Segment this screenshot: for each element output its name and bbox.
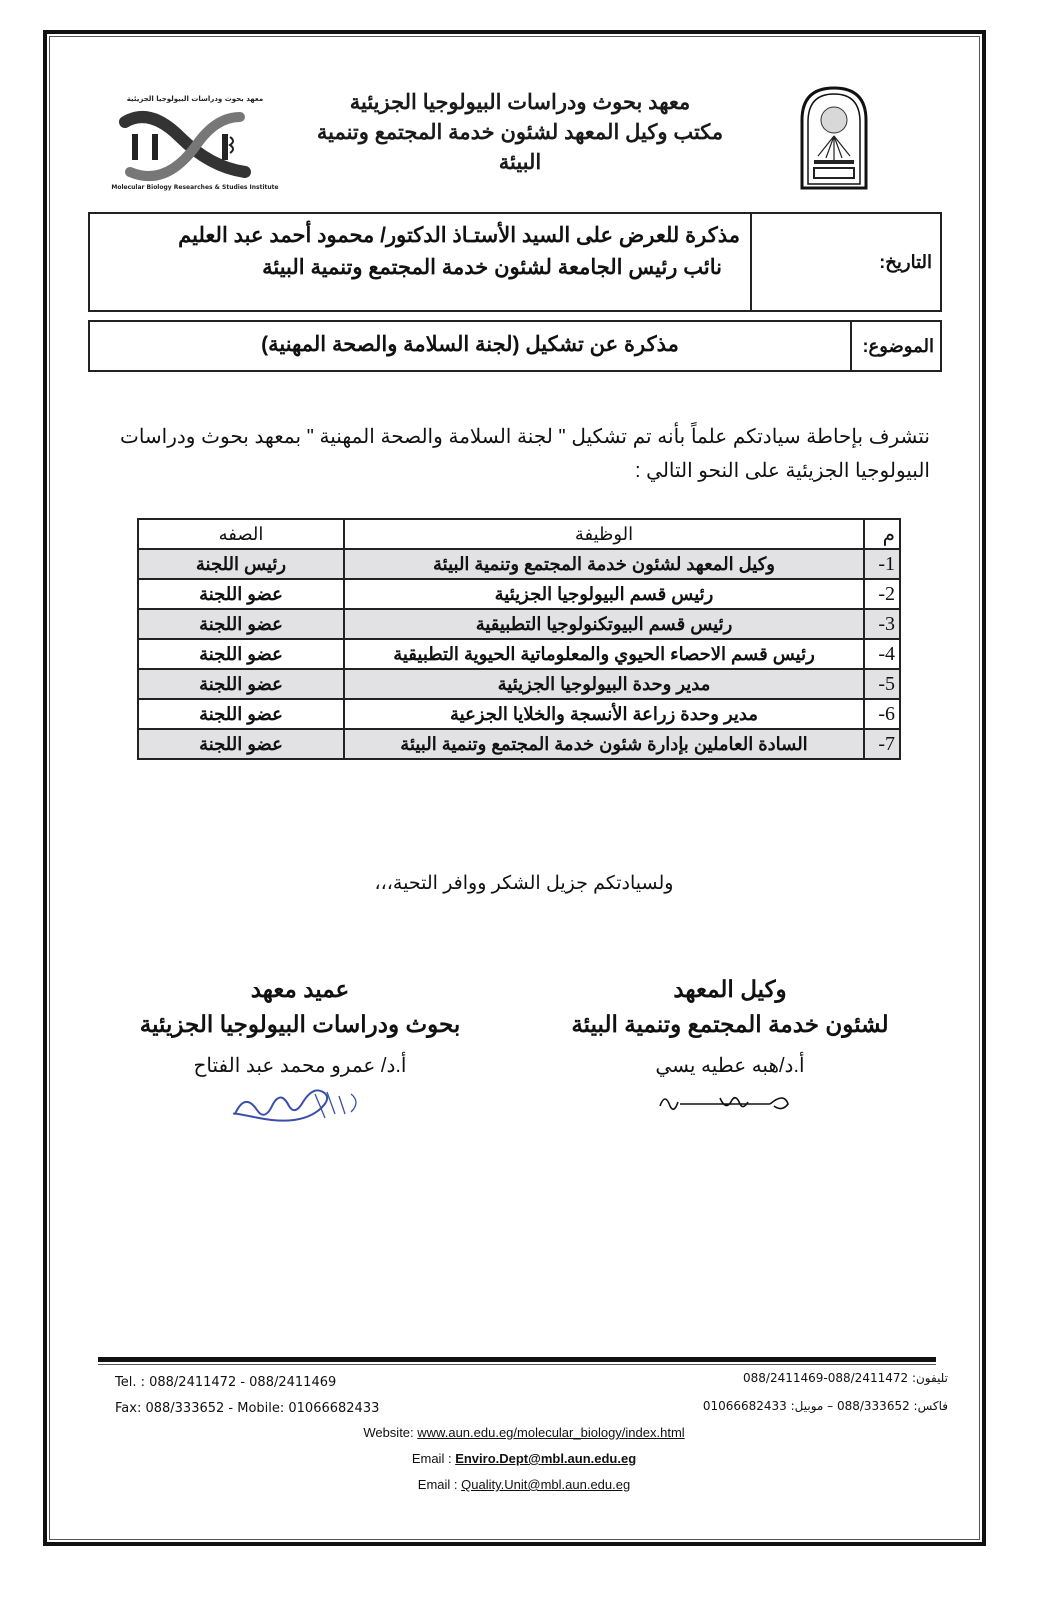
letterhead: [0, 0, 1048, 200]
addressee-text: [90, 214, 750, 310]
institute-logo-icon: [110, 92, 280, 192]
addressee-line-1: مذكرة للعرض على السيد الأستـاذ الدكتور/ محمود أحمد عبد العليم: [178, 224, 740, 247]
date-label: التاريخ:: [750, 214, 940, 310]
row-num: 4-: [864, 639, 900, 669]
footer-email-line-1: [0, 1446, 1048, 1472]
table-row: [138, 549, 900, 579]
vice-dean-name: أ.د/هبه عطيه يسي: [655, 1055, 805, 1077]
committee-table: [137, 518, 901, 760]
subject-text: مذكرة عن تشكيل (لجنة السلامة والصحة المهنية): [261, 333, 679, 356]
row-job: رئيس قسم البيولوجيا الجزيئية: [344, 579, 864, 609]
table-row: [138, 579, 900, 609]
row-role: عضو اللجنة: [138, 609, 344, 639]
signature-vice-dean: [540, 972, 920, 1120]
svg-text:معهد بحوث ودراسات البيولوجيا ا: معهد بحوث ودراسات البيولوجيا الجزيئية: [126, 95, 264, 103]
row-job: رئيس قسم البيوتكنولوجيا التطبيقية: [344, 609, 864, 639]
table-row: [138, 609, 900, 639]
header-num: م: [864, 519, 900, 549]
body-paragraph: نتشرف بإحاطة سيادتكم علماً بأنه تم تشكيل " لجنة السلامة والصحة المهنية " بمعهد بحوث ودراسات البيولوجيا الجزيئية على النحو التالي :: [120, 426, 930, 482]
subject-box: [88, 320, 942, 372]
addressee-line-2: نائب رئيس الجامعة لشئون خدمة المجتمع وتنمية البيئة: [262, 256, 722, 279]
row-job: مدير وحدة البيولوجيا الجزيئية: [344, 669, 864, 699]
row-role: رئيس اللجنة: [138, 549, 344, 579]
row-role: عضو اللجنة: [138, 729, 344, 759]
row-job: وكيل المعهد لشئون خدمة المجتمع وتنمية البيئة: [344, 549, 864, 579]
footer-contact-en: [115, 1370, 379, 1422]
row-job: رئيس قسم الاحصاء الحيوي والمعلوماتية الحيوية التطبيقية: [344, 639, 864, 669]
row-num: 7-: [864, 729, 900, 759]
table-row: [138, 729, 900, 759]
email-label: Email :: [411, 1451, 452, 1466]
handwritten-signature-icon: [215, 1084, 385, 1128]
row-num: 3-: [864, 609, 900, 639]
row-role: عضو اللجنة: [138, 579, 344, 609]
email-link-quality[interactable]: Quality.Unit@mbl.aun.edu.eg: [461, 1477, 631, 1492]
website-link[interactable]: www.aun.edu.eg/molecular_biology/index.html: [417, 1425, 685, 1440]
subject-label: الموضوع:: [850, 322, 940, 370]
row-job: مدير وحدة زراعة الأنسجة والخلايا الجزعية: [344, 699, 864, 729]
email-link-enviro[interactable]: Enviro.Dept@mbl.aun.edu.eg: [455, 1451, 637, 1466]
footer-fax-en: Fax: 088/333652 - Mobile: 01066682433: [115, 1401, 380, 1416]
institute-line-1: معهد بحوث ودراسات البيولوجيا الجزيئية: [349, 91, 691, 114]
vice-dean-office: لشئون خدمة المجتمع وتنمية البيئة: [571, 1011, 889, 1037]
handwritten-signature-icon: [650, 1084, 810, 1120]
addressee-box: [88, 212, 942, 312]
signature-dean: [110, 972, 490, 1128]
website-label: Website:: [363, 1425, 414, 1440]
row-num: 6-: [864, 699, 900, 729]
header-role: الصفه: [138, 519, 344, 549]
row-num: 1-: [864, 549, 900, 579]
table-header-row: [138, 519, 900, 549]
footer-website-line: [0, 1420, 1048, 1446]
vice-dean-title: وكيل المعهد: [673, 976, 787, 1002]
row-job: السادة العاملين بإدارة شئون خدمة المجتمع وتنمية البيئة: [344, 729, 864, 759]
row-num: 5-: [864, 669, 900, 699]
institute-line-3: البيئة: [498, 151, 542, 174]
university-logo-icon: [798, 84, 870, 190]
footer-tel-ar: تليفون: 088/2411472-088/2411469: [743, 1371, 948, 1385]
table-row: [138, 639, 900, 669]
header-job: الوظيفة: [344, 519, 864, 549]
institute-line-2: مكتب وكيل المعهد لشئون خدمة المجتمع وتنمية: [316, 121, 724, 144]
svg-text:Molecular Biology Researches &: Molecular Biology Researches & Studies Institute: [111, 184, 279, 191]
footer-fax-ar: فاكس: 088/333652 – موبيل: 01066682433: [702, 1399, 948, 1413]
row-role: عضو اللجنة: [138, 639, 344, 669]
footer-tel-en: Tel. : 088/2411472 - 088/2411469: [115, 1375, 337, 1390]
footer-email-line-2: [0, 1472, 1048, 1498]
footer-links: [0, 1420, 1048, 1498]
footer-contact-ar: [703, 1364, 948, 1420]
dean-name: أ.د/ عمرو محمد عبد الفتاح: [193, 1055, 407, 1077]
email-label: Email :: [417, 1477, 458, 1492]
table-row: [138, 669, 900, 699]
row-role: عضو اللجنة: [138, 699, 344, 729]
institute-title: [300, 88, 740, 178]
row-num: 2-: [864, 579, 900, 609]
row-role: عضو اللجنة: [138, 669, 344, 699]
closing-greeting: ولسيادتكم جزيل الشكر ووافر التحية،،،: [374, 873, 674, 894]
table-row: [138, 699, 900, 729]
footer-divider: [98, 1357, 936, 1362]
dean-title: عميد معهد: [250, 976, 350, 1002]
dean-institute: بحوث ودراسات البيولوجيا الجزيئية: [139, 1011, 461, 1037]
